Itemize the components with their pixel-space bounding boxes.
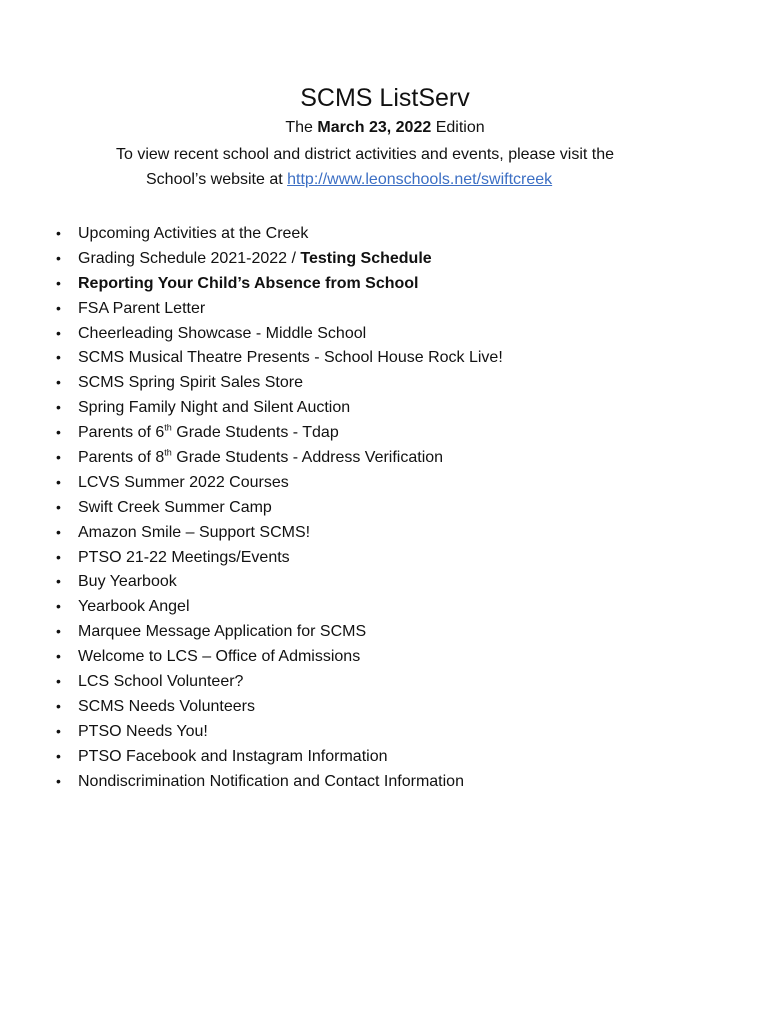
list-item-text[interactable]: Amazon Smile – Support SCMS! [78, 523, 311, 541]
list-item [56, 520, 503, 545]
list-item-text[interactable]: Spring Family Night and Silent Auction [78, 399, 351, 417]
edition-suffix: Edition [435, 119, 485, 136]
list-item-text[interactable]: Grading Schedule 2021-2022 / [78, 249, 301, 267]
list-item-text[interactable]: Reporting Your Child’s Absence from School [78, 274, 419, 292]
list-item-text[interactable]: PTSO 21-22 Meetings/Events [78, 548, 290, 566]
list-item [56, 594, 503, 619]
list-item [56, 694, 503, 719]
bullet-icon: • [56, 399, 61, 416]
list-item [56, 744, 503, 769]
list-item [56, 769, 503, 794]
list-item-text-pre: Parents of 6 [78, 424, 165, 442]
list-item [56, 246, 503, 271]
bullet-icon: • [56, 573, 61, 590]
testing-schedule-link[interactable]: Testing Schedule [300, 249, 432, 267]
bullet-icon: • [56, 747, 61, 764]
list-item [56, 221, 503, 246]
website-link[interactable]: http://www.leonschools.net/swiftcreek [287, 171, 553, 188]
bullet-icon: • [56, 523, 61, 540]
intro-line-2 [116, 167, 676, 192]
list-item-text-post: Grade Students - Tdap [171, 424, 339, 442]
list-item [56, 345, 503, 370]
intro-paragraph [116, 142, 676, 192]
list-item [56, 271, 503, 296]
list-item [56, 669, 503, 694]
list-item [56, 569, 503, 594]
list-item-text-pre: Parents of 8 [78, 449, 165, 467]
bullet-icon: • [56, 225, 61, 241]
list-item [56, 395, 503, 420]
list-item [56, 296, 503, 321]
bullet-icon: • [56, 598, 61, 615]
bullet-icon: • [56, 374, 61, 391]
edition-line [0, 119, 770, 137]
list-item-text[interactable]: Swift Creek Summer Camp [78, 498, 272, 516]
list-item-text[interactable]: FSA Parent Letter [78, 299, 206, 317]
list-item [56, 545, 503, 570]
bullet-icon: • [56, 274, 61, 291]
list-item-text[interactable]: SCMS Musical Theatre Presents - School House Rock Live! [78, 349, 503, 367]
list-item [56, 495, 503, 520]
bullet-icon: • [56, 449, 61, 466]
bullet-icon: • [56, 424, 61, 441]
list-item-text[interactable]: LCVS Summer 2022 Courses [78, 473, 289, 491]
bullet-icon: • [56, 722, 61, 739]
bullet-icon: • [56, 697, 61, 714]
list-item-text[interactable] [78, 449, 443, 466]
intro-line-1: To view recent school and district activities and events, please visit the [116, 146, 615, 163]
ordinal-suffix: th [164, 422, 172, 433]
list-item [56, 644, 503, 669]
list-item-text[interactable]: SCMS Spring Spirit Sales Store [78, 374, 303, 392]
activity-list [56, 221, 503, 793]
bullet-icon: • [56, 673, 61, 690]
list-item-text[interactable]: Welcome to LCS – Office of Admissions [78, 648, 361, 666]
list-item [56, 619, 503, 644]
list-item [56, 321, 503, 346]
list-item-text[interactable]: Nondiscrimination Notification and Contact Information [78, 772, 464, 790]
bullet-icon: • [56, 249, 61, 266]
list-item-text[interactable]: Buy Yearbook [78, 573, 177, 591]
list-item [56, 370, 503, 395]
list-item-text-post: Grade Students - Address Verification [171, 449, 444, 467]
bullet-icon: • [56, 648, 61, 665]
bullet-icon: • [56, 324, 61, 341]
bullet-icon: • [56, 772, 61, 789]
bullet-icon: • [56, 473, 61, 490]
list-item [56, 719, 503, 744]
bullet-icon: • [56, 623, 61, 640]
list-item-text[interactable]: Marquee Message Application for SCMS [78, 623, 367, 641]
list-item-text[interactable]: Yearbook Angel [78, 598, 190, 616]
bullet-icon: • [56, 548, 61, 565]
bullet-icon: • [56, 299, 61, 316]
ordinal-suffix: th [164, 447, 172, 458]
edition-prefix: The [285, 119, 313, 136]
list-item-text[interactable] [78, 424, 339, 441]
list-item-text[interactable]: Cheerleading Showcase - Middle School [78, 324, 367, 342]
edition-date: March 23, 2022 [317, 119, 432, 136]
bullet-icon: • [56, 498, 61, 515]
bullet-icon: • [56, 349, 61, 366]
list-item-text[interactable]: PTSO Needs You! [78, 722, 208, 740]
list-item [56, 420, 503, 445]
list-item-text[interactable]: Upcoming Activities at the Creek [78, 225, 309, 242]
list-item [56, 470, 503, 495]
list-item-text[interactable]: PTSO Facebook and Instagram Information [78, 747, 388, 765]
list-item-text[interactable]: SCMS Needs Volunteers [78, 697, 255, 715]
intro-line-2-prefix: School’s website at [146, 171, 283, 188]
page-title: SCMS ListServ [300, 84, 470, 112]
list-item-text[interactable]: LCS School Volunteer? [78, 673, 244, 691]
list-item [56, 445, 503, 470]
